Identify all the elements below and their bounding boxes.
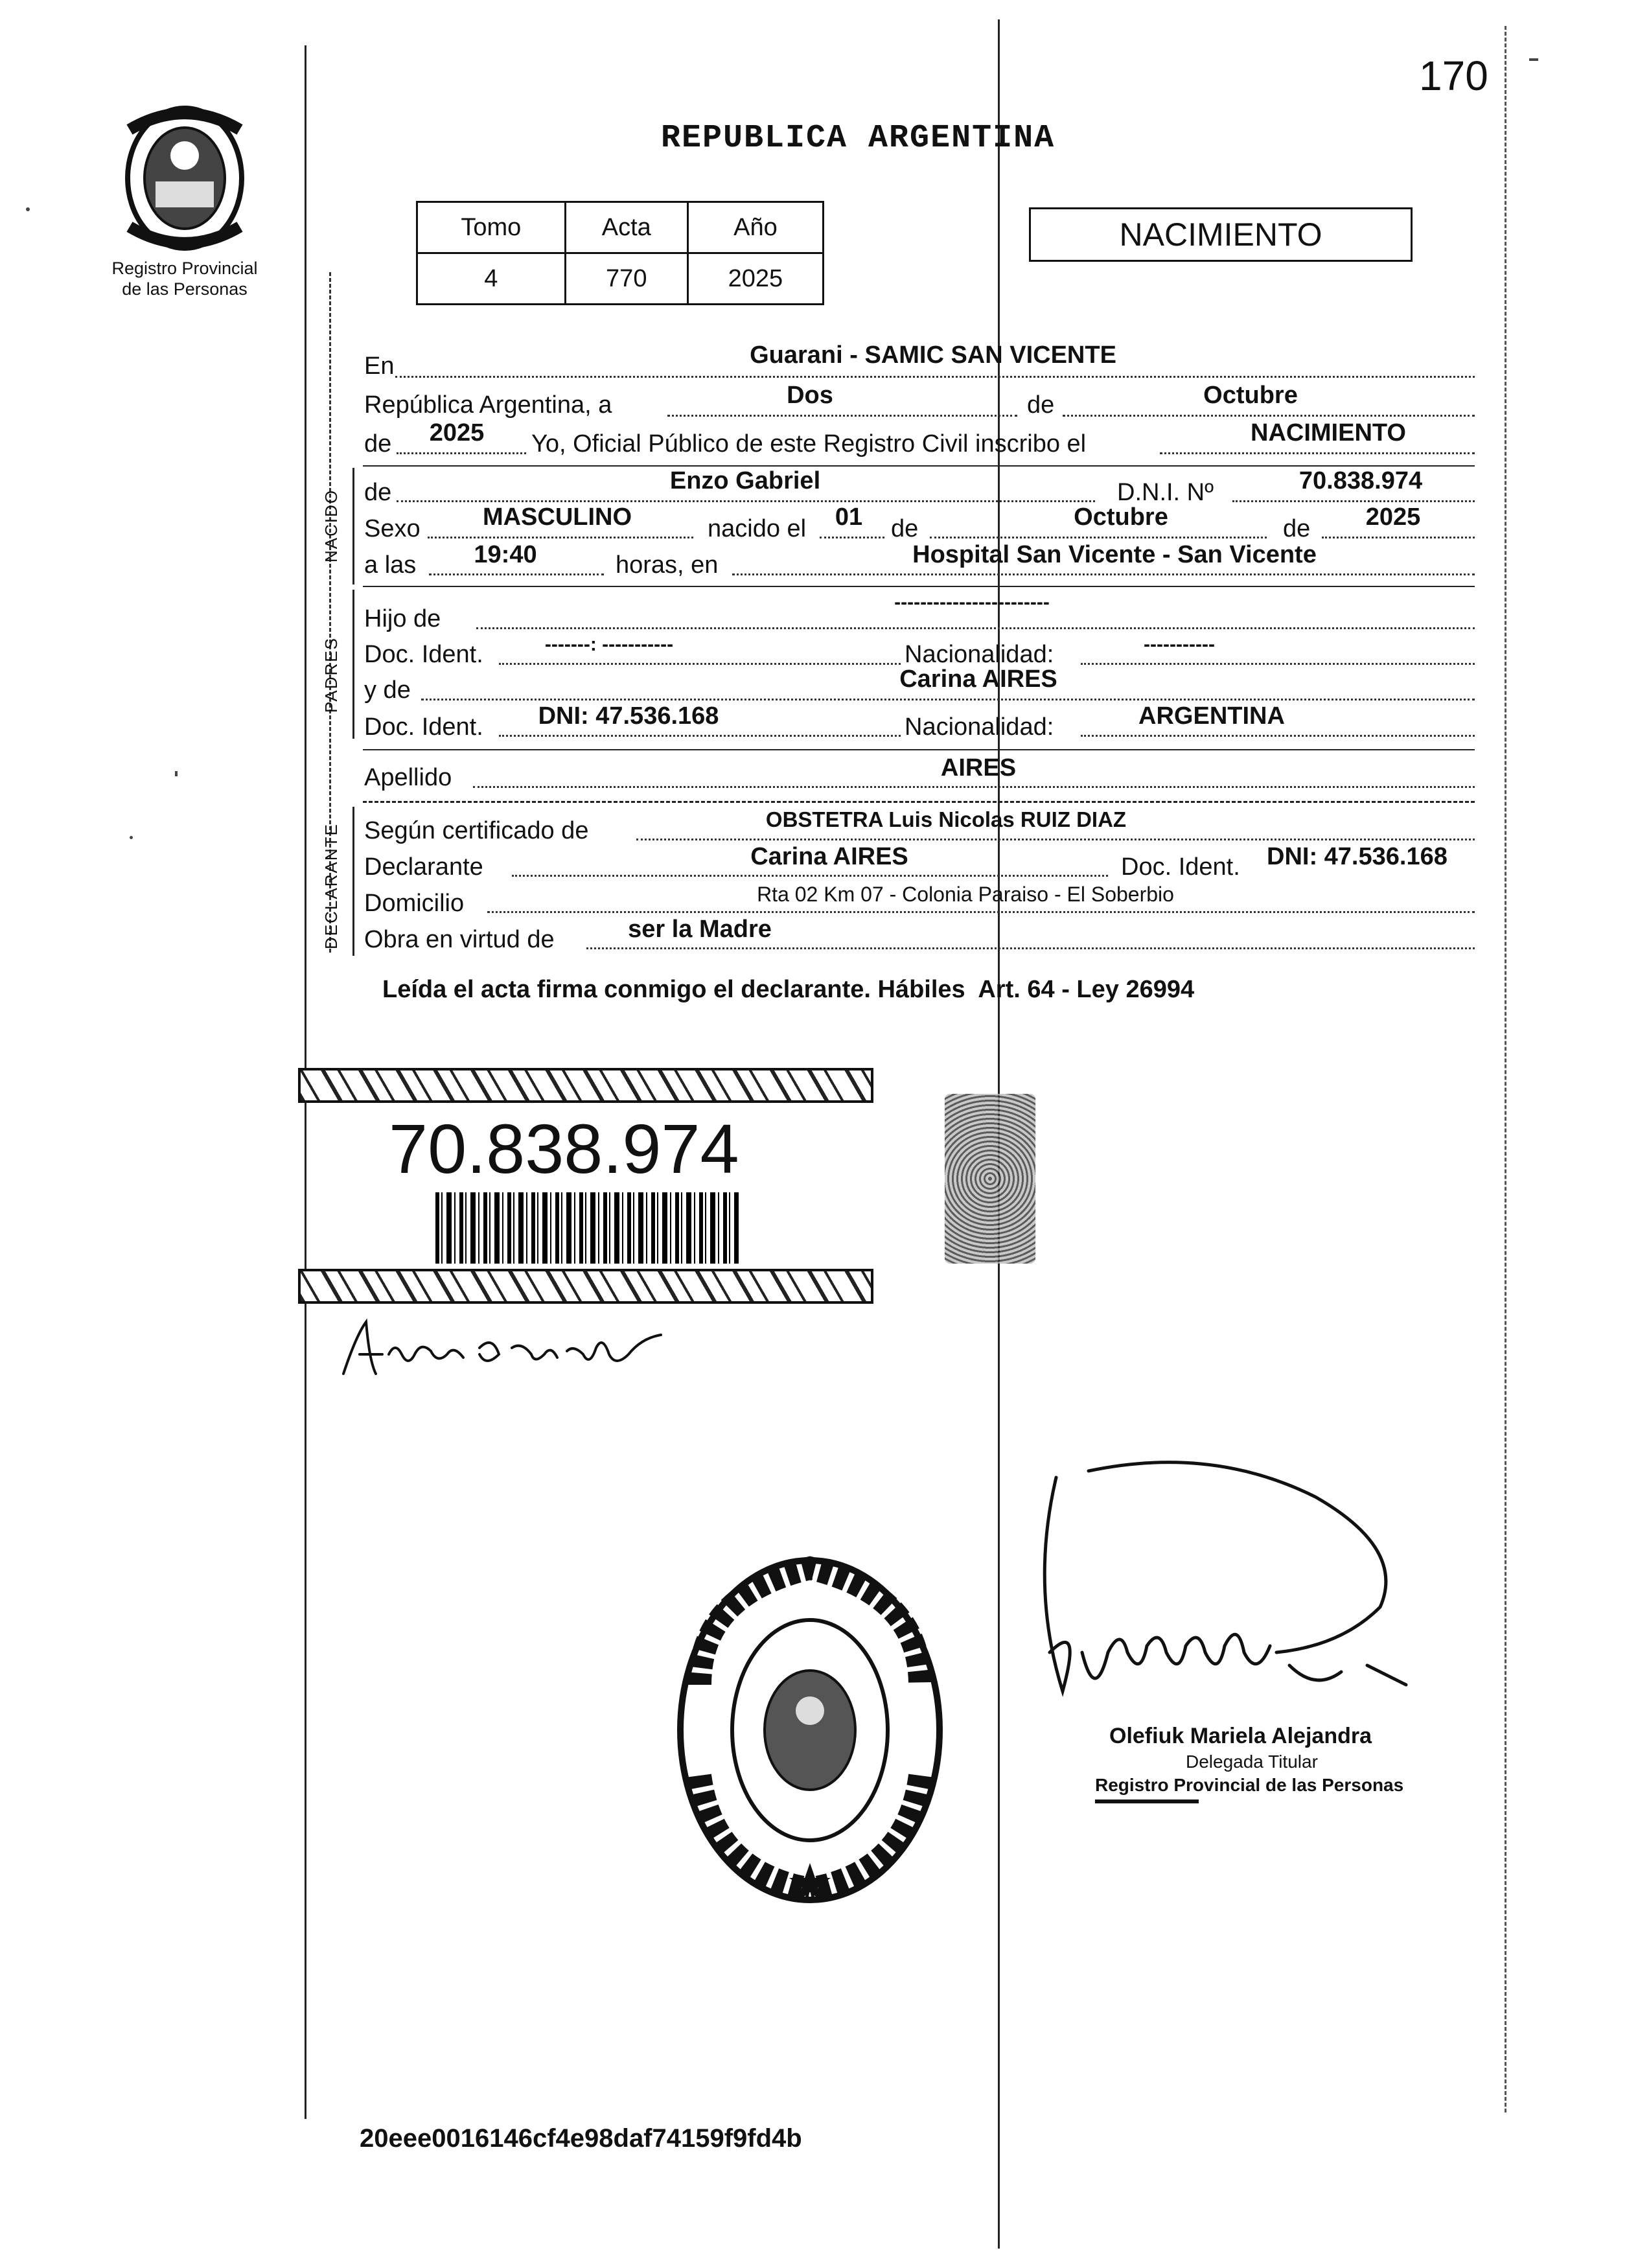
vline bbox=[352, 807, 354, 956]
header-acta: Acta bbox=[565, 202, 687, 253]
logo-caption bbox=[84, 258, 285, 299]
value-tomo: 4 bbox=[417, 253, 566, 305]
document-hash: 20eee0016146cf4e98daf74159f9fd4b bbox=[360, 2124, 802, 2153]
dots bbox=[487, 911, 1475, 913]
cert-label: Según certificado de bbox=[364, 817, 589, 844]
padre-nombre: ------------------------ bbox=[894, 592, 1050, 613]
padre-nac: ----------- bbox=[1144, 634, 1215, 655]
dots bbox=[397, 452, 526, 454]
madre-nombre: Carina AIRES bbox=[899, 665, 1057, 693]
intro-de-label: de bbox=[1027, 391, 1055, 419]
declarant-signature-image bbox=[337, 1309, 674, 1387]
a-las-label: a las bbox=[364, 551, 417, 579]
speck bbox=[1529, 58, 1538, 61]
record-type: NACIMIENTO bbox=[1119, 216, 1322, 253]
dots bbox=[586, 947, 1475, 949]
nacido-dni: 70.838.974 bbox=[1298, 467, 1423, 494]
hline bbox=[363, 749, 1475, 750]
nacido-de-label-2: de bbox=[891, 515, 919, 542]
official-name: Olefiuk Mariela Alejandra bbox=[1109, 1724, 1372, 1748]
header-anio: Año bbox=[687, 202, 823, 253]
hijo-de-label: Hijo de bbox=[364, 605, 441, 632]
value-acta: 770 bbox=[565, 253, 687, 305]
nacido-anio: 2025 bbox=[1365, 503, 1421, 531]
dots bbox=[1160, 452, 1475, 454]
dots bbox=[473, 786, 1475, 788]
madre-doc: DNI: 47.536.168 bbox=[538, 702, 719, 730]
declarante-side-label: DECLARANTE bbox=[321, 823, 341, 949]
oficial-label: Yo, Oficial Público de este Registro Civil inscribo el bbox=[531, 430, 1087, 457]
padre-doc-label: Doc. Ident. bbox=[364, 641, 483, 668]
dots bbox=[1081, 735, 1475, 737]
dots bbox=[395, 376, 1475, 378]
document-title: REPUBLICA ARGENTINA bbox=[661, 120, 1056, 157]
vline bbox=[352, 590, 354, 739]
logo-caption-line2: de las Personas bbox=[122, 279, 248, 299]
official-org: Registro Provincial de las Personas bbox=[1095, 1775, 1404, 1795]
shield-emblem-icon bbox=[117, 104, 253, 253]
value-anio: 2025 bbox=[687, 253, 823, 305]
dots bbox=[636, 839, 1475, 840]
hline bbox=[363, 801, 1475, 803]
apellido-label: Apellido bbox=[364, 764, 452, 791]
obra-label: Obra en virtud de bbox=[364, 926, 555, 953]
domicilio-value: Rta 02 Km 07 - Colonia Paraiso - El Soberbio bbox=[757, 883, 1174, 906]
republica-label: República Argentina, a bbox=[364, 391, 612, 419]
hline bbox=[363, 586, 1475, 587]
official-signature-image bbox=[952, 1458, 1458, 1730]
padre-doc: -------: ----------- bbox=[544, 634, 674, 655]
dots bbox=[512, 875, 1108, 877]
official-seal bbox=[674, 1555, 946, 1905]
official-role: Delegada Titular bbox=[1186, 1752, 1318, 1772]
dots bbox=[1232, 500, 1475, 502]
record-type-box bbox=[1029, 207, 1413, 262]
dots bbox=[421, 699, 1475, 700]
obra-value: ser la Madre bbox=[628, 916, 772, 943]
stamp-underline bbox=[1095, 1799, 1199, 1803]
intro-lugar: Guarani - SAMIC SAN VICENTE bbox=[750, 341, 1116, 369]
dots bbox=[732, 573, 1475, 575]
dots bbox=[429, 573, 604, 575]
sexo-label: Sexo bbox=[364, 515, 421, 542]
nacido-de-label-3: de bbox=[1283, 515, 1311, 542]
y-de-label: y de bbox=[364, 677, 411, 704]
sticker-number: 70.838.974 bbox=[389, 1109, 739, 1188]
dots bbox=[476, 627, 1475, 629]
intro-de2-label: de bbox=[364, 430, 392, 457]
madre-nac-label: Nacionalidad: bbox=[905, 713, 1054, 741]
horas-en-label: horas, en bbox=[616, 551, 719, 579]
en-label: En bbox=[364, 353, 395, 380]
declarante-label: Declarante bbox=[364, 853, 483, 881]
sticker-band-bottom bbox=[298, 1269, 873, 1304]
speck bbox=[26, 207, 30, 211]
speck bbox=[175, 771, 178, 776]
nacido-sexo: MASCULINO bbox=[482, 503, 632, 531]
dots bbox=[428, 537, 693, 538]
cert-value: OBSTETRA Luis Nicolas RUIZ DIAZ bbox=[765, 807, 1127, 831]
padre-nac-label: Nacionalidad: bbox=[905, 641, 1054, 668]
dots bbox=[820, 537, 884, 538]
logo-caption-line1: Registro Provincial bbox=[111, 259, 258, 278]
nacido-el-label: nacido el bbox=[708, 515, 807, 542]
speck bbox=[130, 836, 133, 839]
dots bbox=[930, 537, 1267, 538]
dots bbox=[667, 415, 1017, 417]
dni-label: D.N.I. Nº bbox=[1117, 479, 1214, 506]
dots bbox=[1063, 415, 1475, 417]
page-number: 170 bbox=[1419, 52, 1488, 99]
right-margin-line bbox=[1505, 26, 1506, 2112]
dots bbox=[499, 735, 901, 737]
seal-icon bbox=[674, 1555, 946, 1905]
declarante-doc: DNI: 47.536.168 bbox=[1267, 843, 1448, 870]
declarante-doc-label: Doc. Ident. bbox=[1121, 853, 1240, 881]
apellido-value: AIRES bbox=[940, 754, 1017, 781]
dots bbox=[1081, 663, 1475, 665]
nacido-nombre: Enzo Gabriel bbox=[669, 467, 821, 494]
nacido-mes: Octubre bbox=[1074, 503, 1168, 531]
intro-anio: 2025 bbox=[429, 419, 485, 446]
padres-side-label: PADRES bbox=[321, 637, 341, 713]
intro-dia: Dos bbox=[787, 382, 833, 409]
dots bbox=[1322, 537, 1475, 538]
record-table bbox=[416, 201, 824, 305]
dots bbox=[499, 663, 901, 665]
closing-text: Leída el acta firma conmigo el declarante. Hábiles Art. 64 - Ley 26994 bbox=[382, 976, 1195, 1003]
declarante-value: Carina AIRES bbox=[750, 843, 908, 870]
intro-mes: Octubre bbox=[1203, 382, 1298, 409]
province-logo bbox=[117, 104, 253, 253]
nacido-side-label: NACIDO bbox=[321, 489, 341, 562]
nacido-hora: 19:40 bbox=[474, 541, 537, 568]
security-hologram bbox=[945, 1094, 1035, 1264]
nacido-dia: 01 bbox=[835, 503, 863, 531]
madre-nac: ARGENTINA bbox=[1138, 702, 1285, 730]
intro-tipo: NACIMIENTO bbox=[1251, 419, 1406, 446]
header-tomo: Tomo bbox=[417, 202, 566, 253]
nacido-de-label: de bbox=[364, 479, 392, 506]
official-stamp bbox=[1095, 1724, 1458, 1803]
dots bbox=[397, 500, 1095, 502]
nacido-lugar: Hospital San Vicente - San Vicente bbox=[912, 541, 1317, 568]
sticker-barcode bbox=[435, 1192, 739, 1264]
domicilio-label: Domicilio bbox=[364, 890, 465, 917]
hline bbox=[363, 465, 1475, 467]
sticker-band-top bbox=[298, 1068, 873, 1103]
vline bbox=[352, 468, 354, 584]
madre-doc-label: Doc. Ident. bbox=[364, 713, 483, 741]
